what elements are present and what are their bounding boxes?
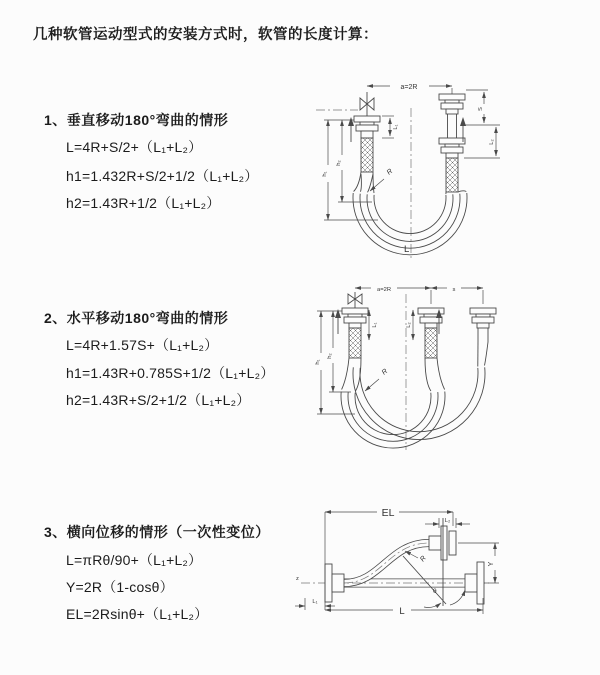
d1-dim-a-label: a=2R (400, 84, 418, 91)
section-1-formula-h1: h1=1.432R+S/2+1/2（L₁+L₂） (66, 168, 259, 184)
section-1-heading: 1、垂直移动180°弯曲的情形 (44, 112, 229, 128)
d2-dim-s (431, 287, 483, 304)
d1-radius-label: R (385, 167, 395, 177)
d1-dim-h1-label: h₁ (322, 171, 328, 177)
d3-dim-l-label: L (399, 606, 405, 617)
d3-radius-label: R (419, 554, 428, 564)
d1-valve-icon (360, 92, 374, 116)
d2-dim-s-label: s (452, 287, 456, 293)
d1-dim-h2-label: h₂ (336, 160, 342, 166)
section-3-formula-Y: Y=2R（1-cosθ） (66, 579, 174, 595)
d2-dim-a-label: a=2R (376, 287, 392, 293)
d2-radius-label: R (380, 367, 390, 377)
d2-dim-l2 (406, 310, 413, 340)
section-2-formula-L: L=4R+1.57S+（L₁+L₂） (66, 337, 219, 353)
diagram-1-vertical-bend (300, 70, 595, 265)
d3-left-flange (325, 564, 344, 602)
d3-dim-el-label: EL (381, 507, 395, 519)
d1-dim-l1 (382, 116, 399, 138)
d3-right-flange (465, 562, 484, 604)
d2-radius-leader (365, 368, 389, 391)
d3-upper-flange (429, 526, 456, 560)
section-3-formula-L: L=πRθ/90+（L₁+L₂） (66, 552, 203, 568)
d2-dim-l1 (369, 310, 378, 340)
d3-dim-l1-label: L₁ (312, 599, 318, 605)
d1-radius-leader (370, 168, 394, 191)
section-2-formula-h1: h1=1.43R+0.785S+1/2（L₁+L₂） (66, 365, 275, 381)
d2-dim-l1-label: L₁ (372, 322, 378, 328)
d1-left-braid (361, 138, 373, 172)
section-2-heading: 2、水平移动180°弯曲的情形 (44, 310, 229, 326)
d1-left-flange (354, 116, 380, 172)
d1-right-braid (446, 158, 458, 192)
d1-length-label: L (404, 244, 410, 255)
d2-hose-arcs (341, 342, 488, 448)
section-3-heading: 3、横向位移的情形（一次性变位） (44, 524, 270, 540)
section-1-formula-L: L=4R+S/2+（L₁+L₂） (66, 139, 203, 155)
d3-z-mark: z (296, 576, 299, 582)
section-3-formula-EL: EL=2Rsinθ+（L₁+L₂） (66, 606, 209, 622)
d3-dim-l (325, 598, 483, 617)
d2-dim-a (355, 287, 431, 304)
d1-dim-a (367, 84, 452, 94)
page-title: 几种软管运动型式的安装方式时，软管的长度计算： (33, 27, 378, 43)
d1-right-leg (439, 94, 465, 192)
d1-dim-l2 (464, 127, 500, 158)
d1-dim-s (464, 90, 500, 125)
d1-dim-l1-label: L₁ (393, 124, 399, 130)
d1-dim-l2-label: L₂ (489, 139, 495, 145)
section-1-formula-h2: h2=1.43R+1/2（L₁+L₂） (66, 195, 221, 211)
diagram-2-horizontal-bend (293, 278, 593, 460)
d3-theta-label: θ (433, 588, 437, 595)
d2-valve-icon (348, 292, 362, 308)
d2-flange-1 (342, 308, 368, 358)
d2-dim-l2-label: L₂ (406, 322, 412, 328)
d2-dim-h2-label: h₂ (327, 353, 333, 359)
section-2-formula-h2: h2=1.43R+S/2+1/2（L₁+L₂） (66, 392, 251, 408)
d3-dim-l2 (425, 518, 470, 528)
d2-dim-h1-label: h₁ (315, 359, 321, 365)
d3-dim-y-label: Y (488, 561, 495, 567)
d2-flange-3 (470, 308, 496, 342)
d1-dim-s-label: S (478, 107, 484, 111)
diagram-3-lateral-displacement (293, 498, 600, 640)
d3-dim-l2-label: L₂ (444, 518, 451, 524)
